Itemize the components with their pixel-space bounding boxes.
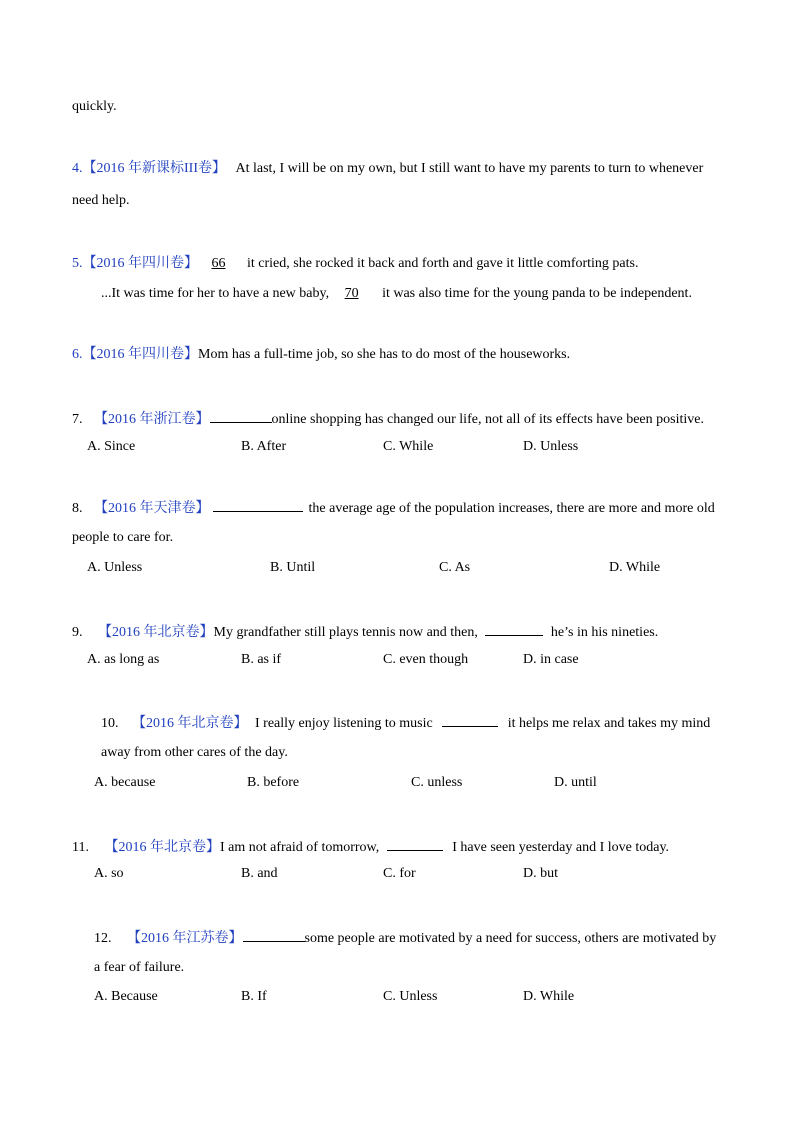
question-7 <box>72 408 704 429</box>
q8-text: the average age of the population increases, there are more and more old <box>308 501 715 516</box>
q6-source-tag: 【2016 年四川卷】 <box>82 347 198 362</box>
q3-tail: quickly. <box>72 99 117 114</box>
q5-text-2b: it was also time for the young panda to be independent. <box>382 286 692 301</box>
q11-text: I am not afraid of tomorrow, <box>219 840 380 855</box>
q12-option-a: A. Because <box>94 989 158 1004</box>
q8-source-tag: 【2016 年天津卷】 <box>94 501 210 516</box>
q12-text: some people are motivated by a need for success, others are motivated by <box>304 931 717 946</box>
q11-source-tag: 【2016 年北京卷】 <box>104 840 220 855</box>
q10-blank <box>442 712 498 727</box>
q8-option-a: A. Unless <box>87 560 143 575</box>
q10-text: I really enjoy listening to music <box>255 716 433 731</box>
question-12 <box>94 927 716 948</box>
q9-option-b: B. as if <box>241 652 282 667</box>
q9-text: My grandfather still plays tennis now and then, <box>213 625 478 640</box>
q8-option-c: C. As <box>439 560 471 575</box>
q6-text: Mom has a full-time job, so she has to do most of the houseworks. <box>198 347 571 362</box>
q12-blank <box>243 927 305 942</box>
q12-option-d: D. While <box>523 989 575 1004</box>
q9-option-d: D. in case <box>523 652 579 667</box>
q10-text-cont: away from other cares of the day. <box>101 745 288 760</box>
q10-option-a: A. because <box>94 775 156 790</box>
q9-source-tag: 【2016 年北京卷】 <box>98 625 214 640</box>
q9-option-a: A. as long as <box>87 652 160 667</box>
q7-option-b: B. After <box>241 439 287 454</box>
q11-option-c: C. for <box>383 866 416 881</box>
q7-number: 7. <box>72 412 83 427</box>
q5-line2 <box>101 285 692 303</box>
q11-number: 11. <box>72 840 89 855</box>
q10-option-d: D. until <box>554 775 597 790</box>
q8-option-d: D. While <box>609 560 661 575</box>
q4-number: 4. <box>72 161 83 176</box>
q11-text-2: I have seen yesterday and I love today. <box>452 840 670 855</box>
q9-blank <box>485 621 543 636</box>
q12-option-b: B. If <box>241 989 267 1004</box>
q11-option-d: D. but <box>523 866 558 881</box>
q8-blank <box>213 497 303 512</box>
question-5 <box>72 255 639 273</box>
q7-blank <box>210 408 272 423</box>
q10-option-b: B. before <box>247 775 300 790</box>
q10-source-tag: 【2016 年北京卷】 <box>132 716 248 731</box>
q5-text-2a: ...It was time for her to have a new baby, <box>101 286 330 301</box>
q4-text: At last, I will be on my own, but I still want to have my parents to turn to whenever <box>235 161 704 176</box>
q5-blank-70: 70 <box>344 286 359 301</box>
q9-number: 9. <box>72 625 83 640</box>
q7-option-d: D. Unless <box>523 439 579 454</box>
question-10 <box>101 712 710 733</box>
q10-number: 10. <box>101 716 119 731</box>
q4-source-tag: 【2016 年新课标III卷】 <box>82 161 226 176</box>
q4-text-cont: need help. <box>72 193 130 208</box>
q12-option-c: C. Unless <box>383 989 438 1004</box>
q7-source-tag: 【2016 年浙江卷】 <box>94 412 210 427</box>
q12-source-tag: 【2016 年江苏卷】 <box>127 931 243 946</box>
q12-text-cont: a fear of failure. <box>94 960 185 975</box>
question-8 <box>72 497 715 518</box>
q7-text: online shopping has changed our life, not all of its effects have been positive. <box>271 412 704 427</box>
q5-source-tag: 【2016 年四川卷】 <box>82 256 198 271</box>
q10-text-2: it helps me relax and takes my mind <box>507 716 711 731</box>
q9-option-c: C. even though <box>383 652 469 667</box>
q10-option-c: C. unless <box>411 775 463 790</box>
q5-number: 5. <box>72 256 83 271</box>
q11-blank <box>387 836 443 851</box>
q7-option-c: C. While <box>383 439 434 454</box>
question-6 <box>72 346 570 364</box>
q11-option-a: A. so <box>94 866 124 881</box>
q5-text: it cried, she rocked it back and forth and gave it little comforting pats. <box>247 256 639 271</box>
q8-text-cont: people to care for. <box>72 530 174 545</box>
question-4 <box>72 160 703 178</box>
q8-number: 8. <box>72 501 83 516</box>
q5-blank-66: 66 <box>211 256 226 271</box>
q12-number: 12. <box>94 931 112 946</box>
q6-number: 6. <box>72 347 83 362</box>
q8-option-b: B. Until <box>270 560 316 575</box>
question-9 <box>72 621 658 642</box>
q9-text-2: he’s in his nineties. <box>550 625 659 640</box>
q7-option-a: A. Since <box>87 439 136 454</box>
question-11 <box>72 836 669 857</box>
q11-option-b: B. and <box>241 866 278 881</box>
